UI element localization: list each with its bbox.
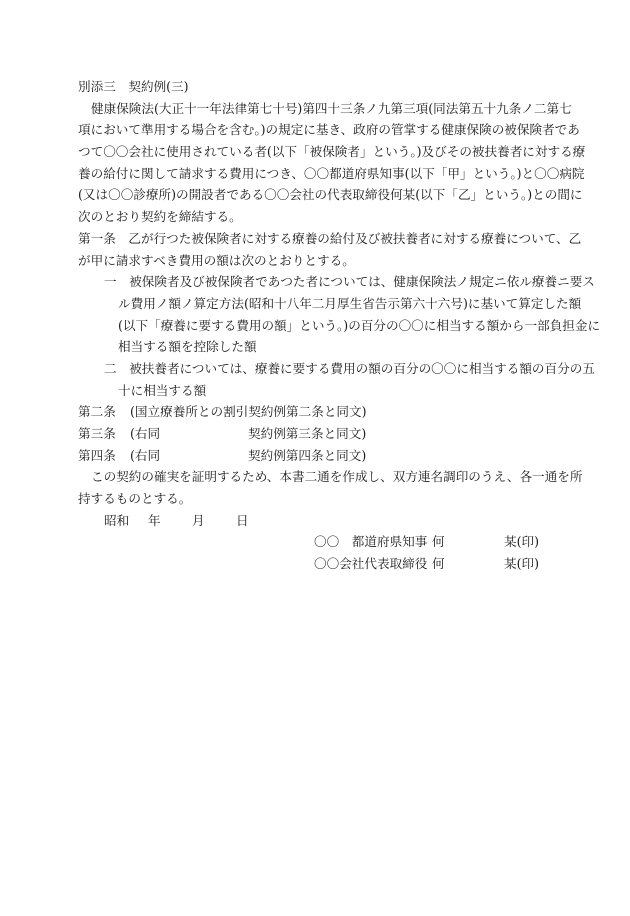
signature-row [78, 531, 552, 553]
signature-title: 〇〇会社代表取締役 [314, 556, 428, 572]
article-1-item-2 [78, 358, 595, 401]
signature-row [78, 553, 552, 575]
document-header: 別添三 契約例(三) [78, 79, 189, 94]
date-day: 日 [236, 512, 249, 528]
preamble-line: 養の給付に関して請求する費用につき、〇〇都道府県知事(以下「甲」という。)と〇〇病院 [78, 165, 585, 181]
preamble-line: 健康保険法(大正十一年法律第七十号)第四十三条ノ九第三項(同法第五十九条ノ二第七 [91, 100, 572, 116]
article-3-right: 契約例第三条と同文) [248, 426, 367, 441]
item-1-line: 一 被保険者及び被保険者であつた者については、健康保険法ノ規定ニ依ル療養ニ要ス [104, 274, 595, 290]
article-1-line: 第一条 乙が行つた被保険者に対する療養の給付及び被扶養者に対する療養について、乙 [78, 230, 582, 246]
preamble-line: 項において準用する場合を含む。)の規定に基き、政府の管掌する健康保険の被保険者であ [78, 122, 580, 138]
article-1 [78, 228, 582, 271]
signature-title: 〇〇 都道府県知事 [314, 534, 428, 550]
date-era: 昭和 [104, 512, 130, 528]
preamble-line: つて〇〇会社に使用されている者(以下「被保険者」という。)及びその被扶養者に対する療 [78, 144, 586, 160]
article-4-label: 第四条 [78, 447, 116, 463]
item-1-line: (以下「療養に要する費用の額」という。)の百分の〇〇に相当する額から一部負担金に [118, 317, 601, 333]
article-2-label: 第二条 [78, 404, 116, 420]
article-3-label: 第三条 [78, 426, 116, 441]
signature-seal: 某(印) [504, 534, 540, 550]
date-line [78, 510, 552, 532]
preamble-paragraph [78, 98, 586, 228]
closing-line: 持するものとする。 [78, 491, 192, 507]
item-1-line: ル費用ノ額ノ算定方法(昭和十八年二月厚生省告示第六十六号)に基いて算定した額 [118, 295, 582, 311]
article-4 [78, 445, 552, 467]
article-2 [78, 401, 552, 423]
contract-document [78, 76, 601, 575]
preamble-line: 次のとおり契約を締結する。 [78, 209, 242, 225]
date-month: 月 [192, 512, 205, 528]
item-2-line: 二 被扶養者については、療養に要する費用の額の百分の〇〇に相当する額の百分の五 [104, 360, 595, 376]
item-2-line: 十に相当する額 [118, 382, 207, 398]
article-1-line: が甲に請求すべき費用の額は次のとおりとする。 [78, 252, 355, 268]
closing-line: この契約の確実を証明するため、本書二通を作成し、双方連名調印のうえ、各一通を所 [91, 469, 583, 485]
signature-name: 何 [432, 534, 445, 550]
article-1-item-1 [78, 271, 601, 358]
date-year: 年 [148, 512, 161, 528]
item-1-line: 相当する額を控除した額 [118, 339, 257, 355]
article-3-left: (右同 [130, 426, 161, 441]
preamble-line: (又は〇〇診療所)の開設者である〇〇会社の代表取締役何某(以下「乙」という。)との間に [78, 187, 583, 203]
article-2-text: (国立療養所との割引契約例第二条と同文) [130, 404, 367, 420]
article-4-right: 契約例第四条と同文) [248, 447, 367, 463]
article-3 [78, 423, 552, 445]
article-4-left: (右同 [130, 447, 161, 463]
signature-name: 何 [432, 556, 445, 572]
closing-paragraph [78, 466, 583, 509]
signature-seal: 某(印) [504, 556, 540, 572]
